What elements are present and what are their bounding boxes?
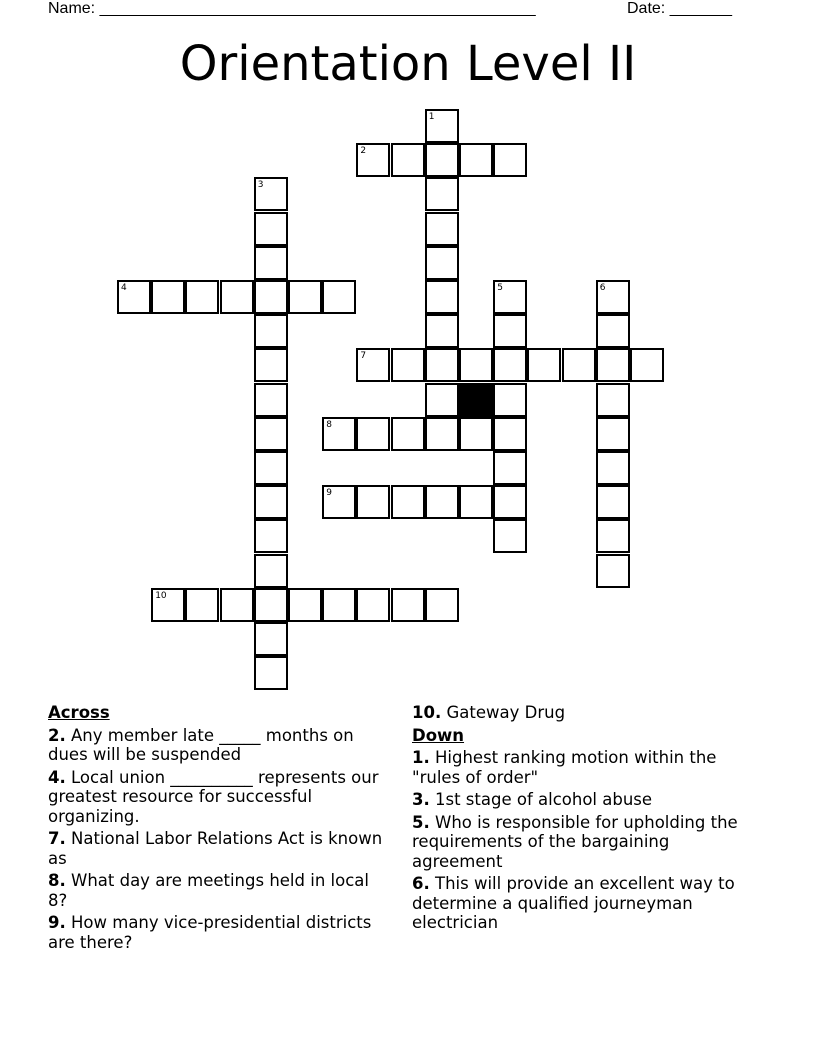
grid-cell[interactable] [254, 622, 288, 656]
cell-number: 4 [121, 283, 127, 293]
grid-cell[interactable] [391, 143, 425, 177]
grid-cell[interactable] [493, 519, 527, 553]
grid-cell[interactable] [425, 383, 459, 417]
grid-cell[interactable] [254, 280, 288, 314]
clue-number: 10. [412, 703, 442, 722]
clue-number: 2. [48, 725, 66, 745]
cell-number: 10 [155, 590, 167, 601]
clue-text: 1st stage of alcohol abuse [435, 790, 653, 809]
grid-cell[interactable] [254, 212, 288, 246]
name-line[interactable]: Name: _________________________________________________ [48, 0, 536, 17]
grid-cell[interactable] [254, 554, 288, 588]
grid-cell[interactable] [596, 554, 630, 588]
grid-cell[interactable] [391, 417, 425, 451]
across-heading: Across [48, 703, 110, 722]
date-line[interactable]: Date: _______ [627, 0, 732, 17]
grid-cell[interactable] [459, 485, 493, 519]
grid-cell[interactable] [596, 485, 630, 519]
clue-number: 8. [48, 871, 66, 890]
clue [48, 768, 393, 827]
grid-cell[interactable] [562, 348, 596, 382]
down-clue-list [412, 748, 757, 933]
grid-cell[interactable] [254, 417, 288, 451]
clue-text: Highest ranking motion within the "rules of order" [412, 748, 717, 787]
grid-cell[interactable] [254, 519, 288, 553]
grid-cell[interactable] [391, 588, 425, 622]
across-clue-list [48, 726, 393, 953]
grid-cell[interactable] [288, 280, 322, 314]
clue [48, 829, 393, 868]
clue [412, 813, 757, 872]
grid-cell[interactable] [254, 451, 288, 485]
clue-number: 1. [412, 748, 430, 767]
grid-cell[interactable] [185, 588, 219, 622]
grid-cell[interactable] [425, 109, 459, 143]
grid-cell[interactable] [596, 348, 630, 382]
grid-cell[interactable] [254, 656, 288, 690]
clue [412, 790, 757, 810]
grid-cell[interactable] [493, 280, 527, 314]
cell-number: 9 [326, 488, 332, 499]
grid-cell[interactable] [356, 143, 390, 177]
grid-cell[interactable] [185, 280, 219, 314]
down-clues [412, 703, 757, 936]
clue [412, 748, 757, 787]
grid-cell[interactable] [356, 348, 390, 382]
grid-cell[interactable] [459, 348, 493, 382]
grid-cell[interactable] [425, 280, 459, 314]
clue-number: 6. [412, 874, 430, 893]
grid-cell[interactable] [254, 588, 288, 622]
grid-cell[interactable] [425, 177, 459, 211]
grid-cell[interactable] [117, 280, 151, 314]
grid-cell[interactable] [151, 588, 185, 622]
grid-cell[interactable] [493, 485, 527, 519]
cell-number: 7 [360, 351, 367, 362]
clue [412, 703, 757, 723]
cell-number: 3 [257, 180, 264, 191]
clue-text: National Labor Relations Act is known as [48, 829, 383, 868]
grid-cell[interactable] [254, 348, 288, 382]
grid-cell[interactable] [493, 417, 527, 451]
grid-cell[interactable] [493, 143, 527, 177]
clue [48, 871, 393, 910]
grid-cell[interactable] [425, 314, 459, 348]
grid-cell[interactable] [425, 485, 459, 519]
grid-cell[interactable] [425, 417, 459, 451]
grid-cell[interactable] [459, 417, 493, 451]
grid-cell[interactable] [288, 588, 322, 622]
grid-cell[interactable] [391, 485, 425, 519]
clue-number: 5. [412, 812, 430, 832]
page-title: Orientation Level II [179, 36, 637, 92]
cell-number: 2 [360, 146, 367, 157]
grid-cell[interactable] [596, 451, 630, 485]
clue-text: Local union __________ represents our greatest resource for successful organizing. [48, 767, 379, 826]
grid-cell[interactable] [596, 314, 630, 348]
grid-cell[interactable] [356, 588, 390, 622]
grid-cell[interactable] [596, 383, 630, 417]
grid-cell[interactable] [254, 383, 288, 417]
grid-cell[interactable] [356, 485, 390, 519]
clue-text: This will provide an excellent way to determine a qualified journeyman electrician [412, 874, 735, 932]
grid-cell[interactable] [425, 588, 459, 622]
grid-cell[interactable] [425, 246, 459, 280]
grid-cell[interactable] [596, 519, 630, 553]
grid-cell[interactable] [459, 143, 493, 177]
clue [48, 726, 393, 765]
grid-cell[interactable] [596, 417, 630, 451]
clue-text: Any member late _____ months on dues will be suspended [48, 725, 354, 764]
grid-cell[interactable] [391, 348, 425, 382]
clue-number: 9. [48, 913, 66, 932]
across-continued-list [412, 703, 757, 723]
cell-number: 1 [428, 112, 435, 122]
grid-cell[interactable] [220, 588, 254, 622]
grid-cell[interactable] [151, 280, 185, 314]
cell-number: 6 [599, 283, 606, 293]
grid-cell[interactable] [254, 177, 288, 211]
grid-cell[interactable] [254, 314, 288, 348]
clue [412, 874, 757, 933]
grid-cell[interactable] [254, 246, 288, 280]
grid-cell[interactable] [322, 588, 356, 622]
clue-text: What day are meetings held in local 8? [48, 871, 369, 910]
grid-cell[interactable] [322, 280, 356, 314]
clue [48, 913, 393, 952]
grid-cell[interactable] [220, 280, 254, 314]
clue-text: Who is responsible for upholding the requirements of the bargaining agreement [412, 812, 738, 871]
grid-cell[interactable] [630, 348, 664, 382]
across-clues [48, 703, 393, 955]
clue-number: 7. [48, 829, 66, 848]
grid-cell[interactable] [322, 485, 356, 519]
cell-number: 5 [497, 283, 503, 293]
grid-cell[interactable] [254, 485, 288, 519]
grid-cell[interactable] [493, 451, 527, 485]
clue-number: 3. [412, 790, 430, 809]
grid-cell[interactable] [425, 143, 459, 177]
grid-cell[interactable] [493, 383, 527, 417]
clue-text: How many vice-presidential districts are there? [48, 913, 372, 952]
grid-cell[interactable] [527, 348, 561, 382]
grid-cell[interactable] [425, 348, 459, 382]
clue-text: Gateway Drug [446, 703, 566, 722]
grid-cell[interactable] [322, 417, 356, 451]
down-heading: Down [412, 725, 465, 745]
clue-number: 4. [48, 767, 66, 787]
grid-cell[interactable] [356, 417, 390, 451]
cell-number: 8 [326, 419, 332, 430]
grid-cell[interactable] [425, 212, 459, 246]
black-cell [459, 383, 493, 417]
grid-cell[interactable] [493, 314, 527, 348]
grid-cell[interactable] [596, 280, 630, 314]
grid-cell[interactable] [493, 348, 527, 382]
